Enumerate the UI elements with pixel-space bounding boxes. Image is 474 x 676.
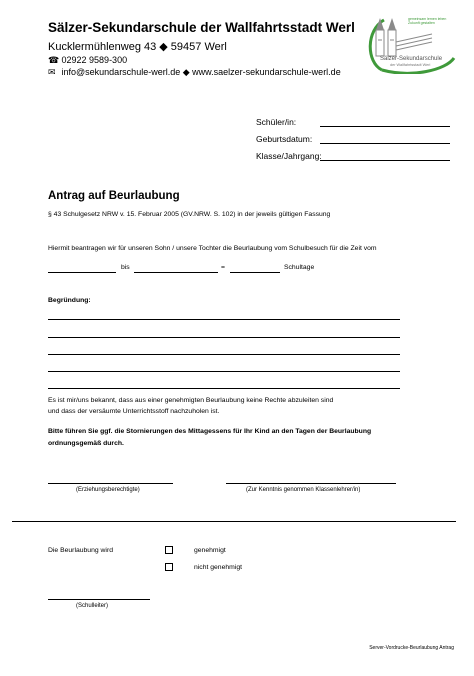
- principal-signature-line[interactable]: [48, 599, 150, 600]
- phone-line: [48, 55, 127, 66]
- contact-text: info@sekundarschule-werl.de ◆ www.saelzer-sekundarschule-werl.de: [61, 67, 341, 77]
- request-text: Hiermit beantragen wir für unseren Sohn / unsere Tochter die Beurlaubung vom Schulbesuch für die Zeit vom: [48, 245, 377, 252]
- denied-label: nicht genehmigt: [194, 564, 242, 571]
- birthdate-field[interactable]: [320, 143, 450, 144]
- notice-line-1: Es ist mir/uns bekannt, dass aus einer genehmigten Beurlaubung keine Rechte abzuleiten sind: [48, 397, 334, 404]
- reason-line[interactable]: [48, 388, 400, 389]
- date-from-field[interactable]: [48, 272, 116, 273]
- approved-label: genehmigt: [194, 547, 226, 554]
- teacher-signature-line[interactable]: [226, 483, 396, 484]
- denied-checkbox[interactable]: [165, 563, 173, 571]
- lunch-line-1: Bitte führen Sie ggf. die Stornierungen des Mittagessens für Ihr Kind an den Tagen der Beurlaubung: [48, 428, 372, 435]
- phone-icon: ☎: [48, 55, 60, 65]
- birthdate-label: Geburtsdatum:: [256, 134, 313, 144]
- reason-line[interactable]: [48, 354, 400, 355]
- student-field[interactable]: [320, 126, 450, 127]
- class-field[interactable]: [320, 160, 450, 161]
- form-title: Antrag auf Beurlaubung: [48, 190, 180, 202]
- guardian-signature-caption: (Erziehungsberechtigte): [76, 487, 140, 493]
- range-eq: =: [221, 264, 225, 271]
- lunch-line-2: ordnungsgemäß durch.: [48, 440, 124, 447]
- school-address: Kucklermühlenweg 43 ◆ 59457 Werl: [48, 41, 227, 53]
- school-logo: [362, 12, 458, 74]
- legal-reference: § 43 Schulgesetz NRW v. 15. Februar 2005 (GV.NRW. S. 102) in der jeweils gültigen Fassung: [48, 211, 331, 218]
- reason-line[interactable]: [48, 337, 400, 338]
- reason-line[interactable]: [48, 371, 400, 372]
- reason-line[interactable]: [48, 319, 400, 320]
- section-divider: [12, 521, 456, 522]
- school-name: Sälzer-Sekundarschule der Wallfahrtsstadt Werl: [48, 20, 355, 35]
- school-days-field[interactable]: [230, 272, 280, 273]
- range-unit: Schultage: [284, 264, 315, 271]
- reason-label: Begründung:: [48, 297, 91, 304]
- phone-number: 02922 9589-300: [61, 55, 128, 65]
- range-bis: bis: [121, 264, 130, 271]
- logo-motto: gemeinsam lernen leben Zukunft gestalten: [408, 17, 447, 25]
- class-label: Klasse/Jahrgang:: [256, 151, 322, 161]
- contact-line: [48, 67, 341, 78]
- footer-reference: Server-Vordrucke-Beurlaubung Antrag: [369, 645, 454, 651]
- logo-text: Sälzer-Sekundarschule: [380, 56, 443, 62]
- decision-label: Die Beurlaubung wird: [48, 547, 113, 554]
- notice-line-2: und dass der versäumte Unterrichtsstoff nachzuholen ist.: [48, 408, 220, 415]
- guardian-signature-line[interactable]: [48, 483, 173, 484]
- mail-icon: ✉: [48, 67, 56, 77]
- approved-checkbox[interactable]: [165, 546, 173, 554]
- principal-signature-caption: (Schulleiter): [76, 603, 109, 609]
- teacher-signature-caption: (Zur Kenntnis genommen Klassenlehrer/in): [246, 487, 361, 493]
- student-label: Schüler/in:: [256, 117, 297, 127]
- date-to-field[interactable]: [134, 272, 218, 273]
- logo-subtext: der Wallfahrtsstadt Werl: [390, 63, 431, 67]
